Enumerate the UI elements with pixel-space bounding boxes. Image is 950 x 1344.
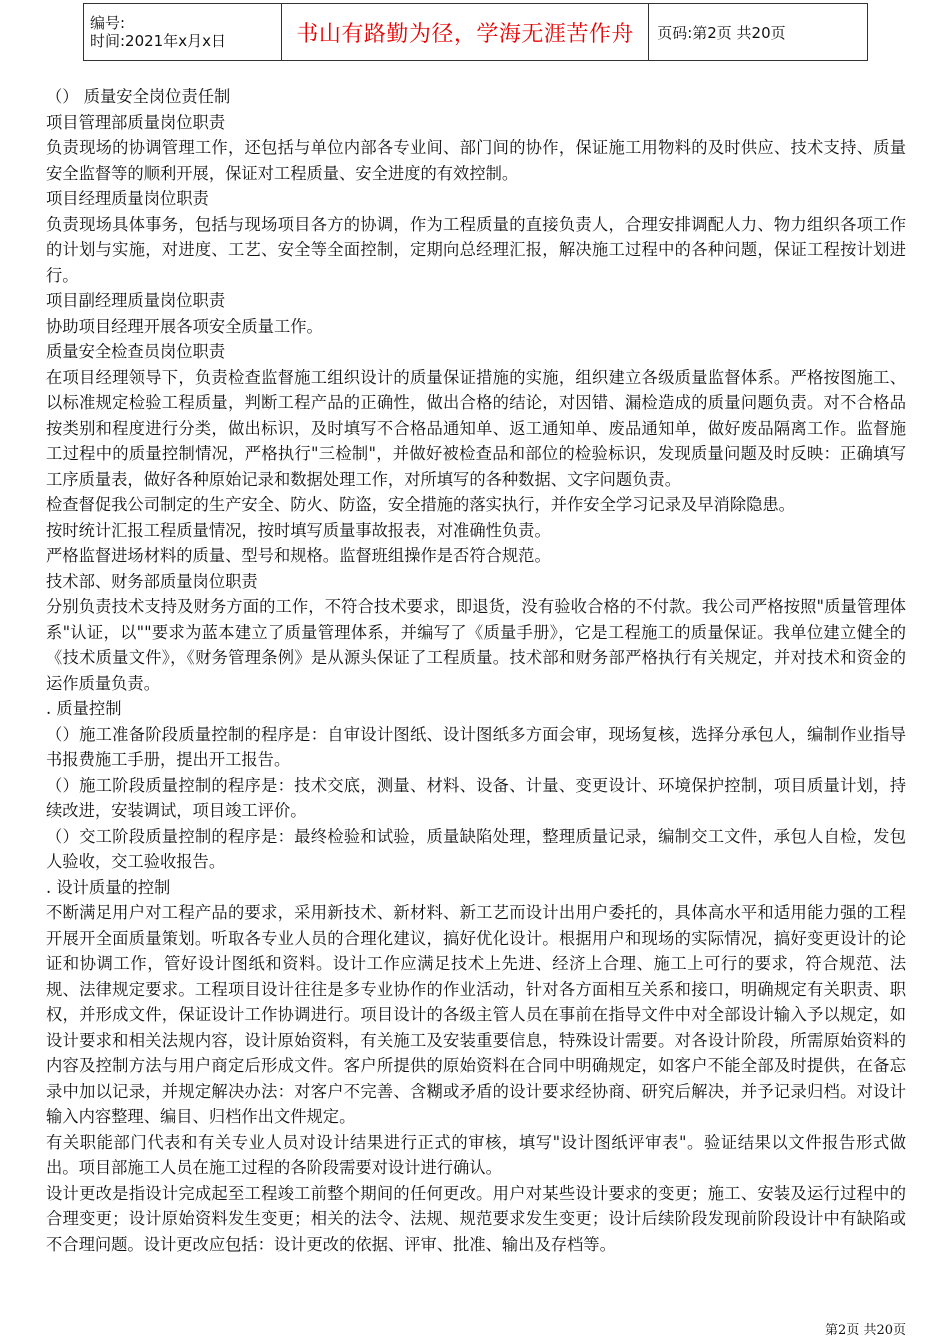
paragraph: 按时统计汇报工程质量情况，按时填写质量事故报表，对准确性负责。 bbox=[46, 520, 551, 540]
paragraph: 在项目经理领导下，负责检查监督施工组织设计的质量保证措施的实施，组织建立各级质量监督体系。严格按图施工、以标准规定检验工程质量，判断工程产品的正确性，做出合格的结论，对因错、漏检造成的质量问题负责。对不合格品按类别和程度进行分类，做出标识，及时填写不合格品通知单、返工通知单、废品通知单，做好废品隔离工作。监督施工过程中的质量控制情况，严格执行"三检制"，并做好被检查品和部位的检验标识，发现质量问题及时反映：正确填写工序质量表，做好各种原始记录和数据处理工作，对所填写的各种数据、文字问题负责。 bbox=[46, 367, 906, 489]
page-footer: 第2页 共20页 bbox=[825, 1323, 906, 1338]
document-number-label: 编号: bbox=[90, 14, 126, 32]
section-heading: . 质量控制 bbox=[46, 699, 122, 718]
section-heading: （） 质量安全岗位责任制 bbox=[46, 87, 231, 106]
document-body bbox=[46, 84, 906, 1257]
subheading: 质量安全检查员岗位职责 bbox=[46, 342, 226, 361]
paragraph: 有关职能部门代表和有关专业人员对设计结果进行正式的审核，填写"设计图纸评审表"。验证结果以文件报告形式做出。项目部施工人员在施工过程的各阶段需要对设计进行确认。 bbox=[46, 1132, 906, 1177]
paragraph: 不断满足用户对工程产品的要求，采用新技术、新材料、新工艺而设计出用户委托的，具体高水平和适用能力强的工程开展开全面质量策划。听取各专业人员的合理化建议，搞好优化设计。根据用户和现场的实际情况，搞好变更设计的论证和协调工作，管好设计图纸和资料。设计工作应满足技术上先进、经济上合理、施工上可行的要求，符合规范、法规、法律规定要求。工程项目设计往往是多专业协作的作业活动，针对各方面相互关系和接口，明确规定有关职责、职权，并形成文件，保证设计工作协调进行。项目设计的各级主管人员在事前在指导文件中对全部设计输入予以规定，如设计要求和相关法规内容，设计原始资料，有关施工及安装重要信息，特殊设计需要。对各设计阶段，所需原始资料的内容及控制方法与用户商定后形成文件。客户所提供的原始资料在合同中明确规定，如客户不能全部及时提供，在备忘录中加以记录，并规定解决办法：对客户不完善、含糊或矛盾的设计要求经协商、研究后解决，并予记录归档。对设计输入内容整理、编目、归档作出文件规定。 bbox=[46, 903, 906, 1126]
paragraph: （）施工阶段质量控制的程序是：技术交底，测量、材料、设备、计量、变更设计、环境保护控制，项目质量计划，持续改进，安装调试，项目竣工评价。 bbox=[46, 775, 906, 820]
subheading: 项目副经理质量岗位职责 bbox=[46, 291, 226, 310]
header-motto: 书山有路勤为径，学海无涯苦作舟 bbox=[296, 21, 634, 47]
subheading: 技术部、财务部质量岗位职责 bbox=[46, 571, 258, 591]
subheading: 项目经理质量岗位职责 bbox=[46, 189, 209, 208]
paragraph: 严格监督进场材料的质量、型号和规格。监督班组操作是否符合规范。 bbox=[46, 546, 551, 565]
paragraph: 协助项目经理开展各项安全质量工作。 bbox=[46, 316, 323, 336]
paragraph: 负责现场的协调管理工作，还包括与单位内部各专业间、部门间的协作，保证施工用物料的及时供应、技术支持、质量安全监督等的顺利开展，保证对工程质量、安全进度的有效控制。 bbox=[46, 138, 906, 183]
paragraph: （）施工准备阶段质量控制的程序是：自审设计图纸、设计图纸多方面会审，现场复核，选择分承包人，编制作业指导书报费施工手册，提出开工报告。 bbox=[46, 724, 906, 769]
paragraph: 负责现场具体事务，包括与现场项目各方的协调，作为工程质量的直接负责人，合理安排调配人力、物力组织各项工作的计划与实施，对进度、工艺、安全等全面控制，定期向总经理汇报，解决施工过程中的各种问题，保证工程按计划进行。 bbox=[46, 214, 906, 285]
document-time-label: 时间:2021年x月x日 bbox=[90, 32, 226, 50]
section-heading: . 设计质量的控制 bbox=[46, 877, 171, 897]
paragraph: （）交工阶段质量控制的程序是：最终检验和试验，质量缺陷处理，整理质量记录，编制交工文件，承包人自检，发包人验收，交工验收报告。 bbox=[46, 826, 906, 871]
header-motto-cell bbox=[282, 4, 649, 61]
paragraph: 分别负责技术支持及财务方面的工作，不符合技术要求，即退货，没有验收合格的不付款。我公司严格按照"质量管理体系"认证，以""要求为蓝本建立了质量管理体系，并编写了《质量手册》，它是工程施工的质量保证。我单位建立健全的《技术质量文件》，《财务管理条例》是从源头保证了工程质量。技术部和财务部严格执行有关规定，并对技术和资金的运作质量负责。 bbox=[46, 597, 906, 693]
header-page-number: 页码:第2页 共20页 bbox=[657, 23, 786, 42]
header-page-cell bbox=[649, 4, 868, 61]
paragraph: 设计更改是指设计完成起至工程竣工前整个期间的任何更改。用户对某些设计要求的变更；施工、安装及运行过程中的合理变更；设计原始资料发生变更；相关的法令、法规、规范要求发生变更；设计后续阶段发现前阶段设计中有缺陷或不合理问题。设计更改应包括：设计更改的依据、评审、批准、输出及存档等。 bbox=[46, 1183, 906, 1254]
header-info-cell bbox=[84, 4, 282, 61]
subheading: 项目管理部质量岗位职责 bbox=[46, 112, 226, 132]
page-header bbox=[83, 3, 868, 61]
paragraph: 检查督促我公司制定的生产安全、防火、防盗，安全措施的落实执行，并作安全学习记录及早消除隐患。 bbox=[46, 495, 795, 514]
